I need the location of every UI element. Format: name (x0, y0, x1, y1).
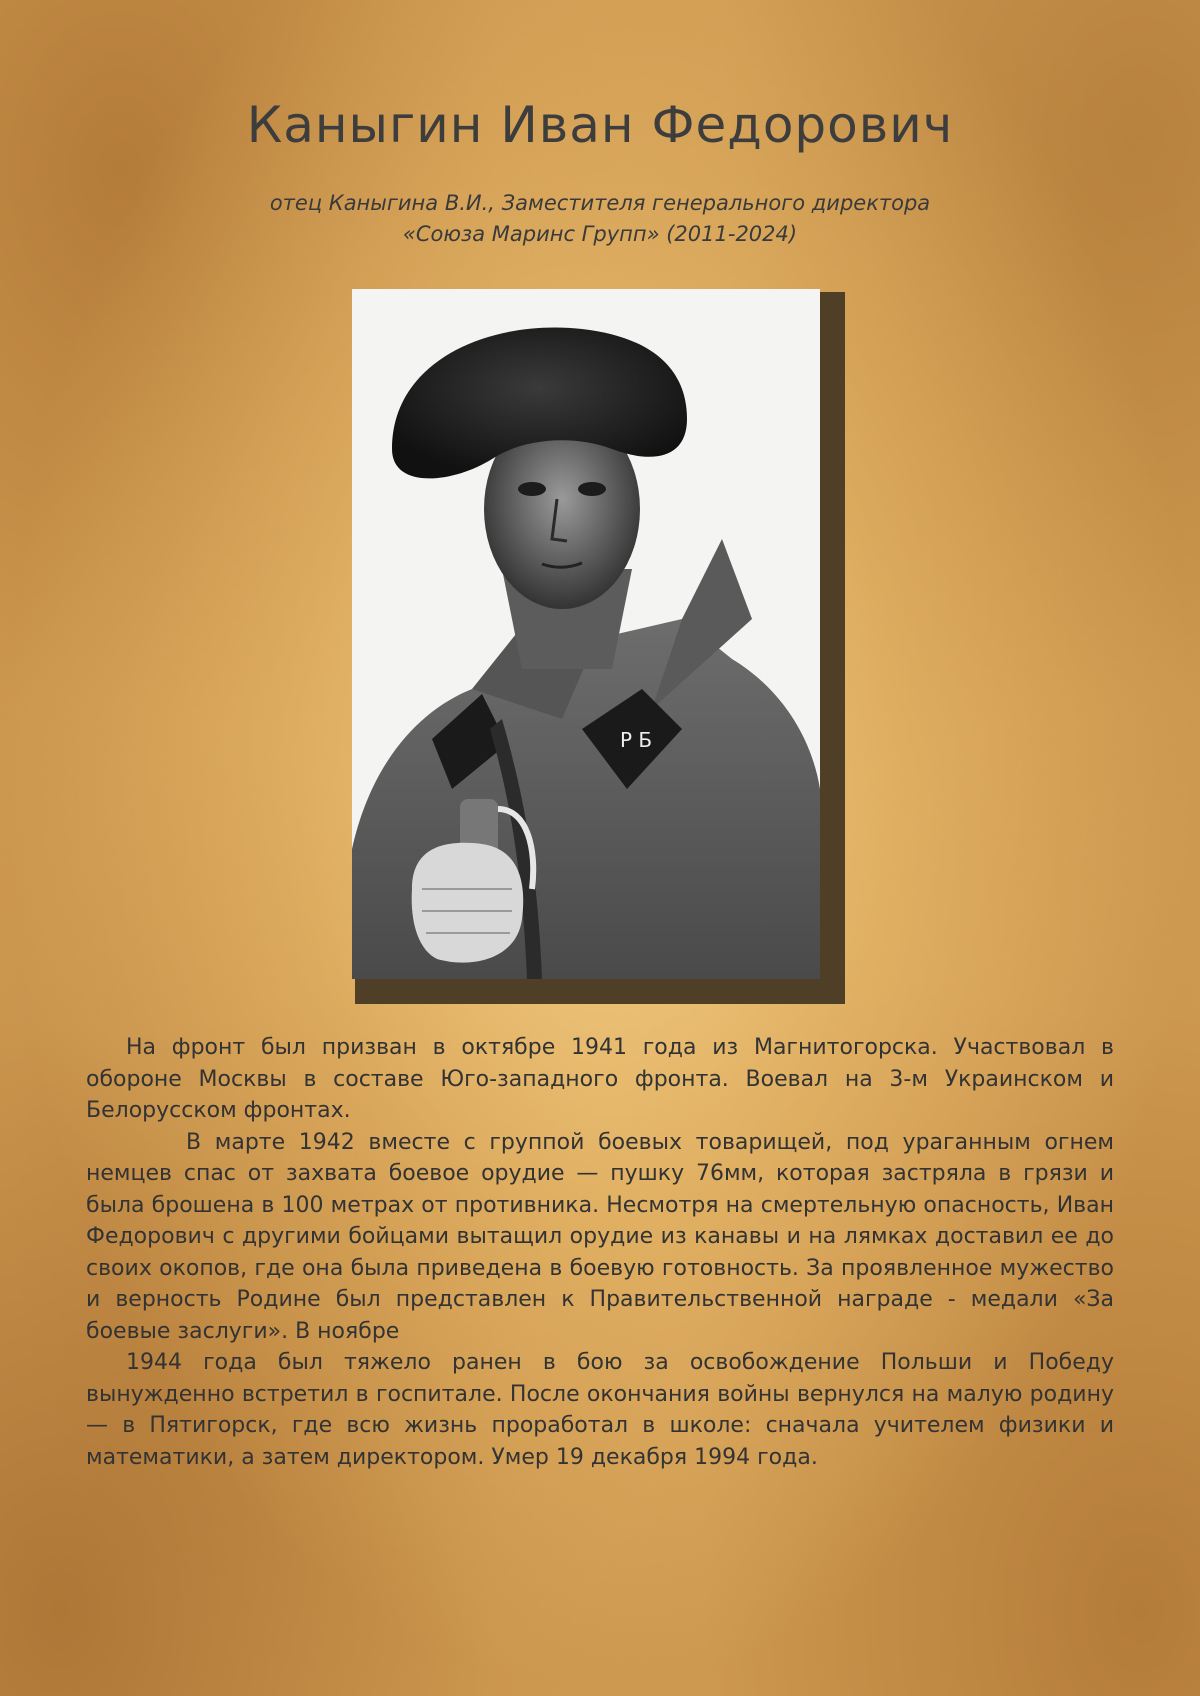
portrait-photo (352, 289, 820, 979)
biography-paragraph: На фронт был призван в октябре 1941 года из Магнитогорска. Участвовал в обороне Москвы в составе Юго-западного фронта. Воевал на 3-м Украинском и Белорусском фронтах. (86, 1035, 1114, 1123)
portrait-illustration (352, 289, 820, 979)
subtitle-line-2: «Союза Маринс Групп» (2011-2024) (402, 222, 798, 246)
collar-badge-text: Р Б (620, 728, 653, 752)
page-title: Каныгин Иван Федорович (246, 96, 954, 154)
subtitle (0, 188, 1200, 250)
biography-paragraph: 1944 года был тяжело ранен в бою за освобождение Польши и Победу вынужденно встретил в госпитале. После окончания войны вернулся на малую родину — в Пятигорск, где всю жизнь проработал в школе: сначала учителем физики и математики, а затем директором. Умер 19 декабря 1994 года. (86, 1350, 1114, 1470)
biography-paragraph: В марте 1942 вместе с группой боевых товарищей, под ураганным огнем немцев спас от захвата боевое орудие — пушку 76мм, которая застряла в грязи и была брошена в 100 метрах от противника. Несмотря на смертельную опасность, Иван Федорович с другими бойцами вытащил орудие из канавы и на лямках доставил ее до своих окопов, где она была приведена в боевую готовность. За проявленное мужество и верность Родине был представлен к Правительственной награде - медали «За боевые заслуги». В ноябре (86, 1129, 1114, 1344)
subtitle-line-1: отец Каныгина В.И., Заместителя генерального директора (269, 191, 931, 215)
biography-text (86, 1032, 1114, 1473)
